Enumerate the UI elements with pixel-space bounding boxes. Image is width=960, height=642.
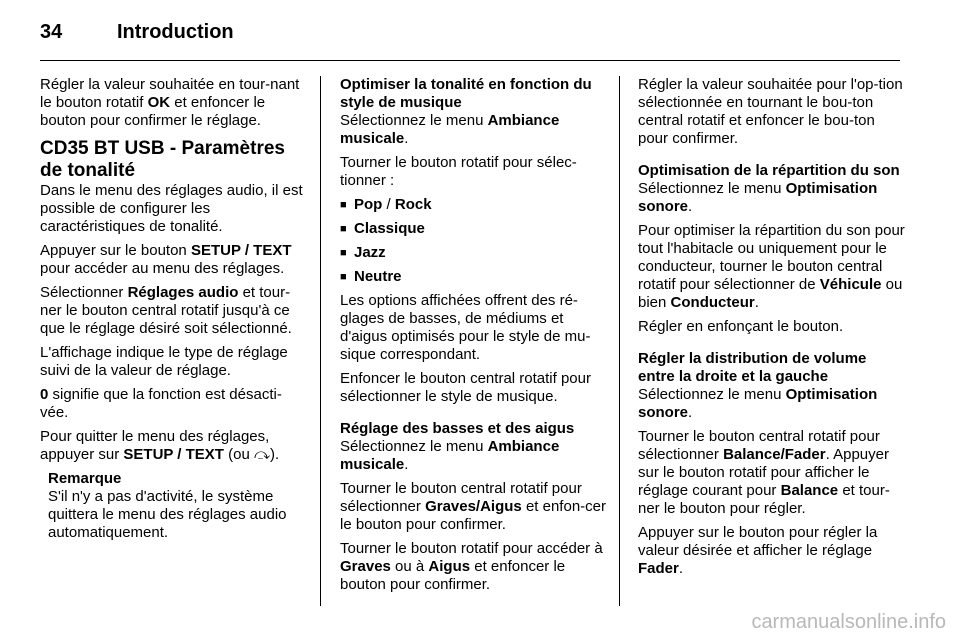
- section-heading: CD35 BT USB - Paramètres de tonalité: [40, 138, 285, 181]
- page-number: 34: [40, 21, 63, 43]
- column-divider-2: [619, 76, 620, 606]
- paragraph: Sélectionnez le menu Ambiance musicale.: [340, 438, 560, 473]
- paragraph: Dans le menu des réglages audio, il est possible de configurer les caractéristiques de tonalité.: [40, 182, 303, 235]
- paragraph: Sélectionnez le menu Optimisation sonore.: [638, 386, 878, 421]
- section-title: Introduction: [117, 21, 234, 43]
- list-item: ■ Jazz: [340, 244, 386, 261]
- list-item: ■ Neutre: [340, 268, 402, 285]
- paragraph: Appuyer sur le bouton SETUP / TEXT pour accéder au menu des réglages.: [40, 242, 292, 277]
- column-3: [638, 76, 906, 584]
- list-item: ■ Pop / Rock: [340, 196, 432, 213]
- watermark: carmanualsonline.info: [751, 611, 946, 633]
- bullet-square-icon: ■: [340, 247, 347, 259]
- column-2: [340, 76, 608, 600]
- column-divider-1: [320, 76, 321, 606]
- paragraph: 0 signifie que la fonction est désacti-vée.: [40, 386, 282, 421]
- subheading: Régler la distribution de volume entre la droite et la gauche: [638, 350, 867, 385]
- paragraph: L'affichage indique le type de réglage suivi de la valeur de réglage.: [40, 344, 288, 379]
- paragraph: Tourner le bouton rotatif pour sélec-tionner :: [340, 154, 577, 189]
- paragraph: Pour quitter le menu des réglages, appuyer sur SETUP / TEXT (ou ⤼).: [40, 428, 280, 463]
- paragraph: Sélectionnez le menu Ambiance musicale.: [340, 112, 560, 147]
- paragraph: Enfoncer le bouton central rotatif pour sélectionner le style de musique.: [340, 370, 591, 405]
- paragraph: Sélectionnez le menu Optimisation sonore.: [638, 180, 878, 215]
- note-text: S'il n'y a pas d'activité, le système quittera le menu des réglages audio automatiquement.: [48, 488, 287, 541]
- paragraph: Régler en enfonçant le bouton.: [638, 318, 844, 335]
- bullet-square-icon: ■: [340, 199, 347, 211]
- paragraph: Les options affichées offrent des ré-glages de basses, de médiums et d'aigus optimisés pour le style de mu-sique correspondant.: [340, 292, 591, 363]
- note-title: Remarque: [48, 470, 122, 487]
- paragraph: Régler la valeur souhaitée pour l'op-tion sélectionnée en tournant le bou-ton central rotatif et enfoncer le bou-ton pour confirmer.: [638, 76, 903, 147]
- paragraph: Sélectionner Réglages audio et tour-ner le bouton central rotatif jusqu'à ce que le réglage désiré soit sélectionné.: [40, 284, 292, 337]
- paragraph: Tourner le bouton central rotatif pour sélectionner Graves/Aigus et enfon-cer le bouton pour confirmer.: [340, 480, 606, 533]
- column-1: [40, 76, 308, 542]
- header-rule: [40, 60, 900, 61]
- bullet-square-icon: ■: [340, 271, 347, 283]
- paragraph: Tourner le bouton central rotatif pour sélectionner Balance/Fader. Appuyer sur le bouton rotatif pour afficher le réglage courant pour Balance et tour-ner le bouton pour régler.: [638, 428, 890, 517]
- subheading: Optimisation de la répartition du son: [638, 162, 900, 179]
- paragraph: Tourner le bouton rotatif pour accéder à Graves ou à Aigus et enfoncer le bouton pour confirmer.: [340, 540, 603, 593]
- subheading: Réglage des basses et des aigus: [340, 420, 575, 437]
- bullet-square-icon: ■: [340, 223, 347, 235]
- paragraph: Régler la valeur souhaitée en tour-nant le bouton rotatif OK et enfoncer le bouton pour confirmer le réglage.: [40, 76, 300, 129]
- subheading: Optimiser la tonalité en fonction du style de musique: [340, 76, 592, 111]
- paragraph: Appuyer sur le bouton pour régler la valeur désirée et afficher le réglage Fader.: [638, 524, 878, 577]
- list-item: ■ Classique: [340, 220, 425, 237]
- note-box: [40, 470, 308, 542]
- paragraph: Pour optimiser la répartition du son pour tout l'habitacle ou uniquement pour le conducteur, tourner le bouton central rotatif pour sélectionner de Véhicule ou bien Conducteur.: [638, 222, 905, 311]
